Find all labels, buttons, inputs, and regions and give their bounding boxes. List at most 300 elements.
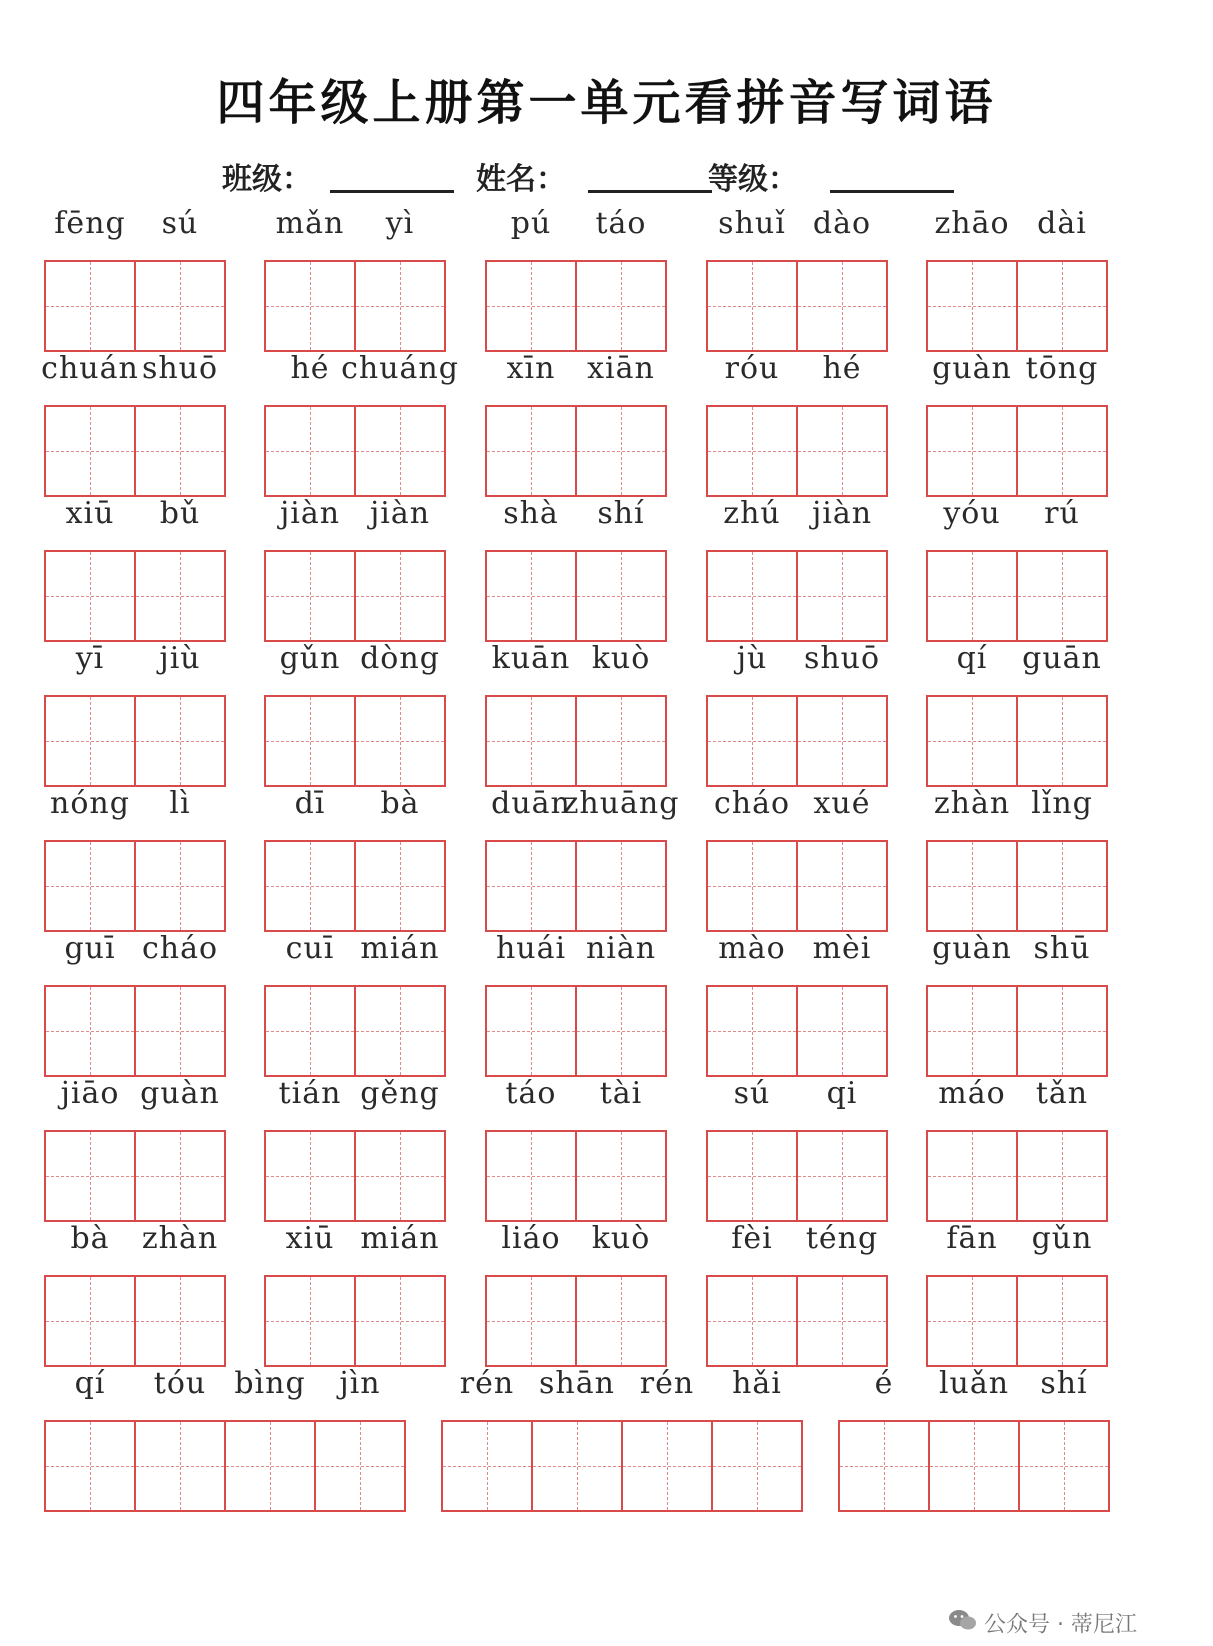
pinyin-syllable: tǎn [1035, 1076, 1089, 1111]
word-group [706, 780, 888, 932]
tianzige-cell[interactable] [926, 405, 1018, 497]
tianzige-cell[interactable] [485, 985, 577, 1077]
pinyin-row [264, 490, 446, 538]
tianzige-cell[interactable] [354, 1275, 446, 1367]
watermark [948, 1608, 1137, 1642]
tianzige-cell[interactable] [134, 260, 226, 352]
pinyin-syllable: jiù [159, 641, 201, 676]
tianzige-cell[interactable] [264, 1130, 356, 1222]
tianzige-cell[interactable] [485, 405, 577, 497]
tianzige-cell[interactable] [706, 1130, 798, 1222]
pinyin-syllable: dòng [360, 641, 440, 676]
pinyin-syllable: dào [812, 206, 872, 241]
tianzige-cell[interactable] [264, 1275, 356, 1367]
pinyin-syllable: qi [826, 1076, 858, 1111]
pinyin-syllable: rén [459, 1366, 515, 1401]
tianzige-cell[interactable] [264, 985, 356, 1077]
tianzige-cell[interactable] [1016, 985, 1108, 1077]
class-label: 班级： [222, 162, 312, 197]
tianzige-cell[interactable] [706, 695, 798, 787]
pinyin-syllable: shān [539, 1366, 615, 1401]
grade-blank[interactable] [830, 190, 954, 193]
pinyin-syllable: xiū [285, 1221, 335, 1256]
pinyin-syllable: táo [595, 206, 647, 241]
tianzige-cell[interactable] [926, 985, 1018, 1077]
word-group [44, 490, 226, 642]
tianzige-row [838, 1420, 1110, 1512]
tianzige-cell[interactable] [264, 260, 356, 352]
tianzige-cell[interactable] [44, 985, 136, 1077]
word-group [441, 1360, 803, 1512]
tianzige-cell[interactable] [575, 550, 667, 642]
pinyin-syllable: jiàn [811, 496, 873, 531]
word-group [706, 1215, 888, 1367]
tianzige-row [264, 260, 446, 352]
tianzige-cell[interactable] [44, 840, 136, 932]
tianzige-row [485, 1275, 667, 1367]
pinyin-row [264, 635, 446, 683]
pinyin-row [264, 345, 459, 393]
tianzige-cell[interactable] [485, 1130, 577, 1222]
tianzige-cell[interactable] [264, 550, 356, 642]
tianzige-row [926, 550, 1108, 642]
pinyin-row [485, 490, 667, 538]
pinyin-row [926, 635, 1108, 683]
pinyin-syllable: fèi [731, 1221, 773, 1256]
tianzige-cell[interactable] [1016, 260, 1108, 352]
tianzige-cell[interactable] [1018, 1420, 1110, 1512]
pinyin-syllable: fān [946, 1221, 998, 1256]
pinyin-row [838, 1360, 1110, 1408]
tianzige-row [44, 985, 226, 1077]
tianzige-cell[interactable] [134, 695, 226, 787]
pinyin-syllable: kuò [591, 1221, 651, 1256]
pinyin-syllable: chuán [41, 351, 139, 386]
word-group [485, 780, 680, 932]
pinyin-syllable: duān [491, 786, 571, 821]
tianzige-row [44, 1275, 226, 1367]
tianzige-row [485, 405, 667, 497]
pinyin-syllable: sú [733, 1076, 771, 1111]
pinyin-syllable: táo [505, 1076, 557, 1111]
tianzige-row [264, 550, 446, 642]
tianzige-cell[interactable] [926, 260, 1018, 352]
pinyin-syllable: rú [1044, 496, 1080, 531]
tianzige-row [926, 695, 1108, 787]
tianzige-cell[interactable] [1016, 405, 1108, 497]
tianzige-cell[interactable] [134, 1275, 226, 1367]
pinyin-row [44, 1215, 226, 1263]
tianzige-cell[interactable] [264, 695, 356, 787]
word-group [264, 200, 446, 352]
pinyin-syllable: jìn [339, 1366, 381, 1401]
tianzige-cell[interactable] [224, 1420, 316, 1512]
pinyin-syllable: tóu [153, 1366, 207, 1401]
pinyin-syllable: yī [75, 641, 105, 676]
tianzige-cell[interactable] [485, 260, 577, 352]
tianzige-cell[interactable] [706, 550, 798, 642]
tianzige-cell[interactable] [796, 1275, 888, 1367]
pinyin-row [926, 1215, 1108, 1263]
pinyin-syllable: bà [70, 1221, 110, 1256]
tianzige-row [706, 1130, 888, 1222]
tianzige-row [264, 695, 446, 787]
class-blank[interactable] [330, 190, 454, 193]
tianzige-row [926, 1275, 1108, 1367]
tianzige-cell[interactable] [354, 695, 446, 787]
tianzige-cell[interactable] [926, 550, 1018, 642]
pinyin-syllable: xīn [506, 351, 556, 386]
pinyin-row [44, 1360, 406, 1408]
pinyin-row [706, 780, 888, 828]
tianzige-row [264, 1130, 446, 1222]
tianzige-cell[interactable] [1016, 840, 1108, 932]
tianzige-row [706, 1275, 888, 1367]
tianzige-cell[interactable] [796, 840, 888, 932]
pinyin-row [706, 345, 888, 393]
pinyin-row [485, 1070, 667, 1118]
pinyin-syllable: luǎn [938, 1366, 1010, 1401]
tianzige-cell[interactable] [354, 405, 446, 497]
pinyin-syllable: gǔn [279, 641, 341, 676]
pinyin-syllable: mǎn [275, 206, 345, 241]
pinyin-syllable: guàn [140, 1076, 220, 1111]
pinyin-row [706, 490, 888, 538]
tianzige-cell[interactable] [134, 1130, 226, 1222]
word-group [44, 1360, 406, 1512]
tianzige-row [926, 1130, 1108, 1222]
word-group [926, 635, 1108, 787]
pinyin-syllable: fēng [54, 206, 126, 241]
tianzige-cell[interactable] [134, 405, 226, 497]
pinyin-row [485, 780, 680, 828]
pinyin-syllable: jiàn [279, 496, 341, 531]
word-group [926, 925, 1108, 1077]
word-group [44, 780, 226, 932]
pinyin-syllable: hé [290, 351, 330, 386]
tianzige-row [485, 840, 667, 932]
tianzige-row [485, 550, 667, 642]
tianzige-cell[interactable] [264, 840, 356, 932]
tianzige-cell[interactable] [354, 550, 446, 642]
pinyin-syllable: mián [360, 1221, 440, 1256]
pinyin-syllable: hǎi [732, 1366, 782, 1401]
word-group [264, 1215, 446, 1367]
tianzige-row [706, 405, 888, 497]
name-label: 姓名： [476, 162, 566, 197]
pinyin-syllable: zhāo [934, 206, 1010, 241]
tianzige-cell[interactable] [796, 985, 888, 1077]
tianzige-cell[interactable] [531, 1420, 623, 1512]
tianzige-cell[interactable] [44, 1130, 136, 1222]
tianzige-cell[interactable] [575, 260, 667, 352]
pinyin-row [264, 1215, 446, 1263]
pinyin-row [44, 490, 226, 538]
pinyin-syllable: bà [380, 786, 420, 821]
pinyin-syllable: mián [360, 931, 440, 966]
pinyin-syllable: jiāo [60, 1076, 120, 1111]
watermark-text: 公众号 · 蒂尼江 [984, 1612, 1137, 1638]
pinyin-syllable: yì [385, 206, 415, 241]
tianzige-cell[interactable] [354, 260, 446, 352]
tianzige-cell[interactable] [134, 550, 226, 642]
pinyin-row [485, 925, 667, 973]
tianzige-row [264, 1275, 446, 1367]
pinyin-syllable: cháo [141, 931, 219, 966]
tianzige-cell[interactable] [926, 840, 1018, 932]
tianzige-row [485, 695, 667, 787]
pinyin-syllable: jiàn [369, 496, 431, 531]
word-group [706, 1070, 888, 1222]
tianzige-cell[interactable] [706, 1275, 798, 1367]
tianzige-cell[interactable] [1016, 695, 1108, 787]
pinyin-row [264, 200, 446, 248]
tianzige-cell[interactable] [796, 1130, 888, 1222]
pinyin-syllable: shuō [141, 351, 219, 386]
pinyin-syllable: pú [510, 206, 552, 241]
tianzige-cell[interactable] [575, 695, 667, 787]
pinyin-syllable: guàn [932, 351, 1012, 386]
word-group [926, 780, 1108, 932]
tianzige-cell[interactable] [796, 550, 888, 642]
tianzige-cell[interactable] [926, 695, 1018, 787]
pinyin-syllable: nóng [50, 786, 130, 821]
word-group [44, 635, 226, 787]
tianzige-cell[interactable] [575, 1275, 667, 1367]
tianzige-cell[interactable] [706, 840, 798, 932]
word-group [485, 1215, 667, 1367]
word-group [44, 925, 226, 1077]
tianzige-row [485, 260, 667, 352]
pinyin-syllable: niàn [585, 931, 657, 966]
pinyin-row [44, 200, 226, 248]
tianzige-cell[interactable] [575, 985, 667, 1077]
tianzige-cell[interactable] [796, 260, 888, 352]
word-group [485, 345, 667, 497]
pinyin-syllable: xiū [65, 496, 115, 531]
tianzige-cell[interactable] [838, 1420, 930, 1512]
pinyin-row [926, 925, 1108, 973]
tianzige-cell[interactable] [354, 1130, 446, 1222]
tianzige-cell[interactable] [44, 1275, 136, 1367]
pinyin-syllable: rén [639, 1366, 695, 1401]
tianzige-cell[interactable] [706, 260, 798, 352]
pinyin-syllable: róu [724, 351, 780, 386]
tianzige-cell[interactable] [44, 695, 136, 787]
pinyin-syllable: mèi [812, 931, 872, 966]
pinyin-syllable: cuī [285, 931, 335, 966]
word-group [926, 200, 1108, 352]
pinyin-syllable: shuǐ [718, 206, 786, 241]
pinyin-row [485, 635, 667, 683]
tianzige-cell[interactable] [706, 985, 798, 1077]
tianzige-cell[interactable] [575, 840, 667, 932]
pinyin-syllable: guān [1022, 641, 1102, 676]
pinyin-syllable: dài [1037, 206, 1087, 241]
pinyin-syllable: xué [813, 786, 871, 821]
tianzige-row [44, 1130, 226, 1222]
word-group [485, 635, 667, 787]
tianzige-cell[interactable] [354, 985, 446, 1077]
pinyin-syllable: lì [169, 786, 191, 821]
word-group [926, 490, 1108, 642]
pinyin-syllable: shí [597, 496, 645, 531]
pinyin-syllable: sú [161, 206, 199, 241]
pinyin-row [44, 1070, 226, 1118]
pinyin-syllable: huái [495, 931, 567, 966]
tianzige-cell[interactable] [264, 405, 356, 497]
tianzige-cell[interactable] [44, 1420, 136, 1512]
tianzige-cell[interactable] [1016, 550, 1108, 642]
tianzige-cell[interactable] [796, 695, 888, 787]
page-title: 四年级上册第一单元看拼音写词语 [216, 75, 997, 131]
tianzige-cell[interactable] [621, 1420, 713, 1512]
word-group [485, 1070, 667, 1222]
pinyin-syllable: tài [599, 1076, 643, 1111]
pinyin-syllable: dī [294, 786, 326, 821]
tianzige-row [264, 985, 446, 1077]
tianzige-cell[interactable] [134, 985, 226, 1077]
pinyin-syllable: liáo [501, 1221, 561, 1256]
word-group [706, 635, 888, 787]
tianzige-row [706, 260, 888, 352]
tianzige-cell[interactable] [44, 260, 136, 352]
pinyin-syllable: zhàn [141, 1221, 219, 1256]
word-group [706, 925, 888, 1077]
pinyin-row [706, 1070, 888, 1118]
tianzige-cell[interactable] [796, 405, 888, 497]
pinyin-row [706, 200, 888, 248]
pinyin-syllable: bǔ [159, 496, 201, 531]
tianzige-cell[interactable] [354, 840, 446, 932]
grade-label: 等级： [708, 162, 798, 197]
tianzige-cell[interactable] [711, 1420, 803, 1512]
tianzige-row [706, 695, 888, 787]
pinyin-row [485, 1215, 667, 1263]
tianzige-cell[interactable] [1016, 1275, 1108, 1367]
tianzige-cell[interactable] [485, 1275, 577, 1367]
tianzige-cell[interactable] [575, 1130, 667, 1222]
word-group [485, 200, 667, 352]
pinyin-syllable: zhàn [933, 786, 1011, 821]
pinyin-syllable: bìng [234, 1366, 306, 1401]
pinyin-syllable: chuáng [341, 351, 459, 386]
tianzige-cell[interactable] [134, 1420, 226, 1512]
pinyin-syllable: guī [64, 931, 116, 966]
tianzige-row [926, 985, 1108, 1077]
pinyin-syllable: yóu [943, 496, 1001, 531]
pinyin-syllable: lǐng [1031, 786, 1093, 821]
pinyin-row [926, 200, 1108, 248]
pinyin-syllable: xiān [587, 351, 655, 386]
tianzige-row [926, 840, 1108, 932]
tianzige-row [44, 405, 226, 497]
word-group [264, 925, 446, 1077]
word-group [926, 345, 1108, 497]
pinyin-row [926, 780, 1108, 828]
pinyin-row [41, 345, 226, 393]
pinyin-syllable: gǔn [1031, 1221, 1093, 1256]
pinyin-syllable: shí [1040, 1366, 1088, 1401]
tianzige-cell[interactable] [1016, 1130, 1108, 1222]
word-group [485, 925, 667, 1077]
word-group [41, 345, 226, 497]
pinyin-row [706, 925, 888, 973]
word-group [706, 490, 888, 642]
tianzige-cell[interactable] [706, 405, 798, 497]
tianzige-cell[interactable] [134, 840, 226, 932]
pinyin-syllable: tōng [1025, 351, 1099, 386]
tianzige-cell[interactable] [926, 1130, 1018, 1222]
word-group [44, 1070, 226, 1222]
pinyin-syllable: cháo [713, 786, 791, 821]
pinyin-row [706, 635, 888, 683]
pinyin-row [485, 345, 667, 393]
pinyin-row [44, 780, 226, 828]
pinyin-row [264, 780, 446, 828]
pinyin-syllable: mào [718, 931, 786, 966]
pinyin-syllable: é [874, 1366, 894, 1401]
tianzige-row [706, 985, 888, 1077]
pinyin-row [706, 1215, 888, 1263]
word-group [44, 200, 226, 352]
pinyin-row [485, 200, 667, 248]
tianzige-cell[interactable] [441, 1420, 533, 1512]
pinyin-row [44, 635, 226, 683]
pinyin-syllable: hé [822, 351, 862, 386]
pinyin-syllable: zhú [723, 496, 781, 531]
tianzige-cell[interactable] [485, 840, 577, 932]
word-group [264, 1070, 446, 1222]
tianzige-cell[interactable] [44, 550, 136, 642]
pinyin-syllable: zhuāng [562, 786, 680, 821]
tianzige-row [44, 260, 226, 352]
word-group [706, 200, 888, 352]
pinyin-syllable: máo [938, 1076, 1006, 1111]
pinyin-row [264, 1070, 446, 1118]
pinyin-syllable: qí [956, 641, 988, 676]
pinyin-row [44, 925, 226, 973]
tianzige-row [44, 695, 226, 787]
tianzige-cell[interactable] [485, 550, 577, 642]
word-group [44, 1215, 226, 1367]
pinyin-row [441, 1360, 803, 1408]
wechat-icon [948, 1608, 978, 1643]
tianzige-cell[interactable] [314, 1420, 406, 1512]
word-group [926, 1070, 1108, 1222]
tianzige-cell[interactable] [44, 405, 136, 497]
pinyin-syllable: kuò [591, 641, 651, 676]
student-info-row [222, 150, 1022, 196]
pinyin-syllable: téng [805, 1221, 879, 1256]
word-group [926, 1215, 1108, 1367]
tianzige-cell[interactable] [575, 405, 667, 497]
tianzige-cell[interactable] [928, 1420, 1020, 1512]
tianzige-row [264, 405, 446, 497]
tianzige-row [44, 1420, 406, 1512]
tianzige-row [44, 550, 226, 642]
pinyin-row [926, 1070, 1108, 1118]
tianzige-row [44, 840, 226, 932]
tianzige-cell[interactable] [485, 695, 577, 787]
pinyin-syllable: shū [1033, 931, 1091, 966]
pinyin-row [926, 345, 1108, 393]
name-blank[interactable] [588, 190, 712, 193]
tianzige-cell[interactable] [926, 1275, 1018, 1367]
word-group [838, 1360, 1110, 1512]
pinyin-row [264, 925, 446, 973]
word-group [264, 780, 446, 932]
